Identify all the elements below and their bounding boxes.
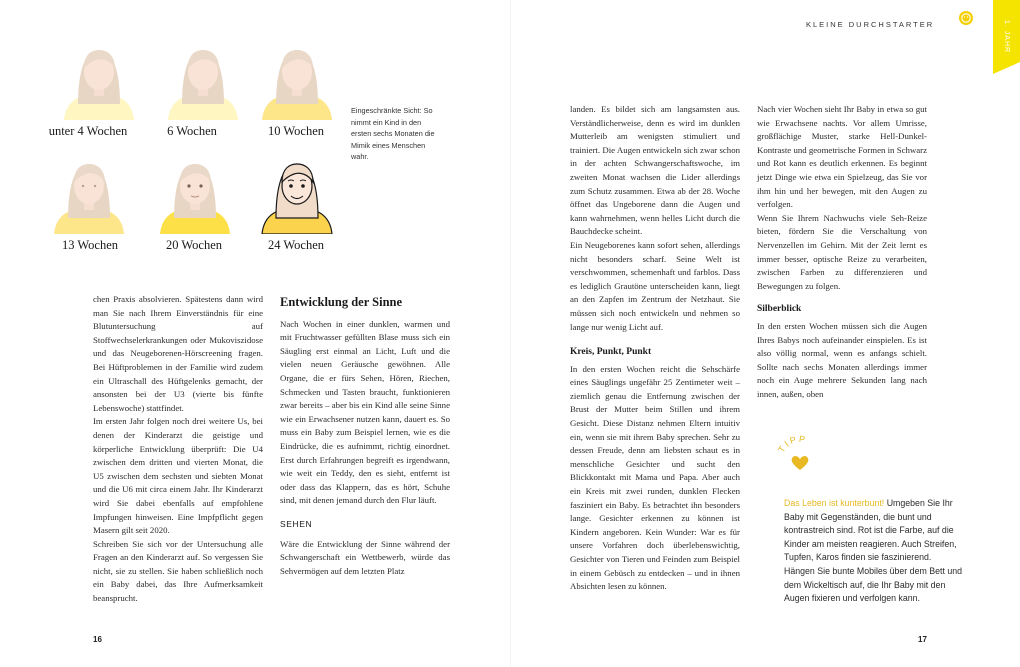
chapter-tab-label: 1. JAHR	[1003, 20, 1010, 54]
text-column-1	[93, 293, 263, 606]
face-label: 6 Wochen	[167, 124, 217, 138]
paragraph: chen Praxis absolvieren. Spätestens dann wird man Sie nach Ihrem Einverständnis für eine Blutuntersuchung auf Stoffwechselerkrankungen oder Mukoviszidose und das Neugeborenen-Hörscreening fragen. Bei Hüftproblemen in der Familie wird zudem ein Ultraschall des Hüftgelenks gemacht, der ansonsten bei der U3 (vierte bis fünfte Lebenswoche) stattfindet.	[93, 294, 263, 413]
text-column-3	[570, 103, 740, 594]
face-label: unter 4 Wochen	[48, 124, 128, 138]
face-illustration-6-weeks	[162, 38, 244, 120]
text-column-4	[757, 103, 927, 401]
text-column-2	[280, 296, 450, 578]
paragraph: Ein Neugeborenes kann sofort sehen, allerdings nicht besonders scharf. Seine Welt ist verschwommen, schemenhaft und farblos. Dass es lediglich Grautöne unterscheiden kann, liegt an den Zapfen im Zentrum der Netzhaut. Sie müssen sich noch entwickeln und nehmen so lange nur wenig Licht auf.	[570, 239, 740, 332]
paragraph: Im ersten Jahr folgen noch drei weitere Us, bei denen der Kinderarzt die geistige und körperliche Entwicklung überprüft: Die U4 zwischen dem dritten und vierten Monat, die U5 zwischen dem sechsten und siebten Monat und die U6 mit circa einem Jahr. Ihr Kinderarzt wird Sie dabei ebenfalls auf empfohlene Impfungen hinweisen. Eine Impfpflicht gegen Masern gilt seit 2020.	[93, 416, 263, 536]
page-number-right: 17	[918, 635, 927, 644]
paragraph: Nach vier Wochen sieht Ihr Baby in etwa so gut wie Erwachsene nachts. Vor allem Umrisse, großflächige Muster, starke Hell-Dunkel-Kontraste und geometrische Formen in Schwarz und Rot kann es deutlich erkennen. Es beginnt jetzt Dinge wie etwa ein Spielzeug, das Sie vor ihm hin und her bewegen, mit den Augen zu verfolgen.	[757, 104, 927, 210]
face-label: 10 Wochen	[267, 124, 325, 138]
face-illustration-20-weeks	[154, 152, 236, 234]
face-illustration-13-weeks	[48, 152, 130, 234]
svg-text:TIPP	[776, 434, 807, 455]
face-illustration-10-weeks	[256, 38, 338, 120]
running-head: KLEINE DURCHSTARTER	[806, 20, 935, 29]
paragraph: In den ersten Wochen reicht die Sehschärfe eines Säuglings ungefähr 25 Zentimeter weit – ziemlich genau die Entfernung zwischen der Brust der Mutter beim Stillen und ihrem Gesicht. Diese Distanz nehmen Eltern intuitiv ein, wenn sie mit ihrem Baby sprechen. Sehr zu dessen Freude, denn am liebsten schaut es in menschliche Gesichter und sucht den Blickkontakt mit Mama und Papa. Aber auch ein Kreis mit zwei runden, dunklen Flecken fasziniert ein Baby. Es betrachtet ihn besonders lange. Gesichter erkennen zu können ist Kindern angeboren. Kein Wunder: War es für unsere Vorfahren doch überlebenswichtig, Gesichter von Tieren und Feinden zum Beispiel in einem Gebüsch zu entdecken – und in ihnen Absichten lesen zu können.	[570, 363, 740, 592]
tip-label: TIPP	[776, 433, 808, 455]
paragraph: Wenn Sie Ihrem Nachwuchs viele Seh-Reize bieten, fördern Sie die Verschaltung von Nervenzellen im Gehirn. Mit der Zeit lernt es immer besser, optische Reize zu verarbeiten, zwischen Farben zu differenzieren und Bewegungen zu folgen.	[757, 212, 927, 291]
section-heading: Kreis, Punkt, Punkt	[570, 347, 652, 358]
face-illustration-24-weeks	[256, 152, 338, 234]
face-illustration-under-4-weeks	[58, 38, 140, 120]
paragraph: landen. Es bildet sich am langsamsten aus. Verständlicherweise, denn es wird im dunklen Mutterleib am wenigsten stimuliert und trainiert. Die Augen entwickeln sich zwar schon in der achten Schwangerschaftswoche, im zweiten Monat wachsen die Lider allerdings zum Schutz zusammen. Etwa ab der 28. Woche öffnet das Ungeborene dann die Augen und kann wahrnehmen, wenn helles Licht durch die Bauchdecke scheint.	[570, 104, 740, 237]
smiley-icon	[958, 10, 974, 26]
paragraph: Wäre die Entwicklung der Sinne während der Schwangerschaft ein Wettbewerb, würde das Sehvermögen auf dem letzten Platz	[280, 538, 450, 576]
section-heading: Silberblick	[757, 304, 802, 315]
paragraph: Schreiben Sie sich vor der Untersuchung alle Fragen an den Kinderarzt auf. So vergessen Sie nicht, sie zu stellen. Sie haben schließlich noch ein Baby dabei, das Ihre Aufmerksamkeit beansprucht.	[93, 538, 263, 604]
tip-badge	[772, 426, 828, 478]
tip-box	[784, 497, 962, 606]
face-label: 24 Wochen	[267, 238, 325, 252]
tip-text: Umgeben Sie Ihr Baby mit Gegenständen, die bunt und kontrastreich sind. Rot ist die Farbe, auf die Kinder am meisten reagieren. Auch Streifen, Tupfen, Karos finden sie faszinierend. Hängen Sie bunte Mobiles über dem Bett und dem Wickeltisch auf, die Ihr Baby mit den Augen fixieren und verfolgen kann.	[784, 498, 963, 604]
paragraph: Nach Wochen in einer dunklen, warmen und mit Fruchtwasser gefüllten Blase muss sich ein Säugling erst einmal an Licht, Luft und die vielen neuen Geräusche gewöhnen. Alle Organe, die er fürs Sehen, Hören, Riechen, Schmecken und Tasten braucht, funktionieren zwar bereits – aber bis ein Kind alle seine Sinne wie ein Erwachsener nutzen kann, dauert es. So muss ein Baby zum Beispiel lernen, wie es die Eindrücke, die es aufnimmt, richtig einordnet. Erst durch Erfahrungen begreift es irgendwann, wie weit ein Teddy, den es sieht, entfernt ist oder dass das Klappern, das es hört, Schuhe sind, mit denen jemand durch den Flur läuft.	[280, 318, 450, 506]
section-heading: Entwicklung der Sinne	[280, 295, 403, 309]
page-gutter	[510, 0, 511, 667]
tip-highlight: Das Leben ist kunterbunt!	[784, 498, 885, 508]
paragraph: In den ersten Wochen müssen sich die Augen Ihres Babys noch aufeinander einspielen. Es ist also völlig normal, wenn es anfangs schielt. Sollte nach sechs Monaten allerdings immer noch ein Auge mehrere Sekunden lang nach innen, außen, oben	[757, 320, 927, 399]
face-label: 20 Wochen	[165, 238, 223, 252]
page-number-left: 16	[93, 635, 102, 644]
heart-icon	[792, 456, 809, 470]
image-caption: Eingeschränkte Sicht: So nimmt ein Kind in den ersten sechs Monaten die Mimik eines Menschen wahr.	[351, 106, 435, 162]
subsection-heading: SEHEN	[280, 518, 313, 529]
face-label: 13 Wochen	[61, 238, 119, 252]
